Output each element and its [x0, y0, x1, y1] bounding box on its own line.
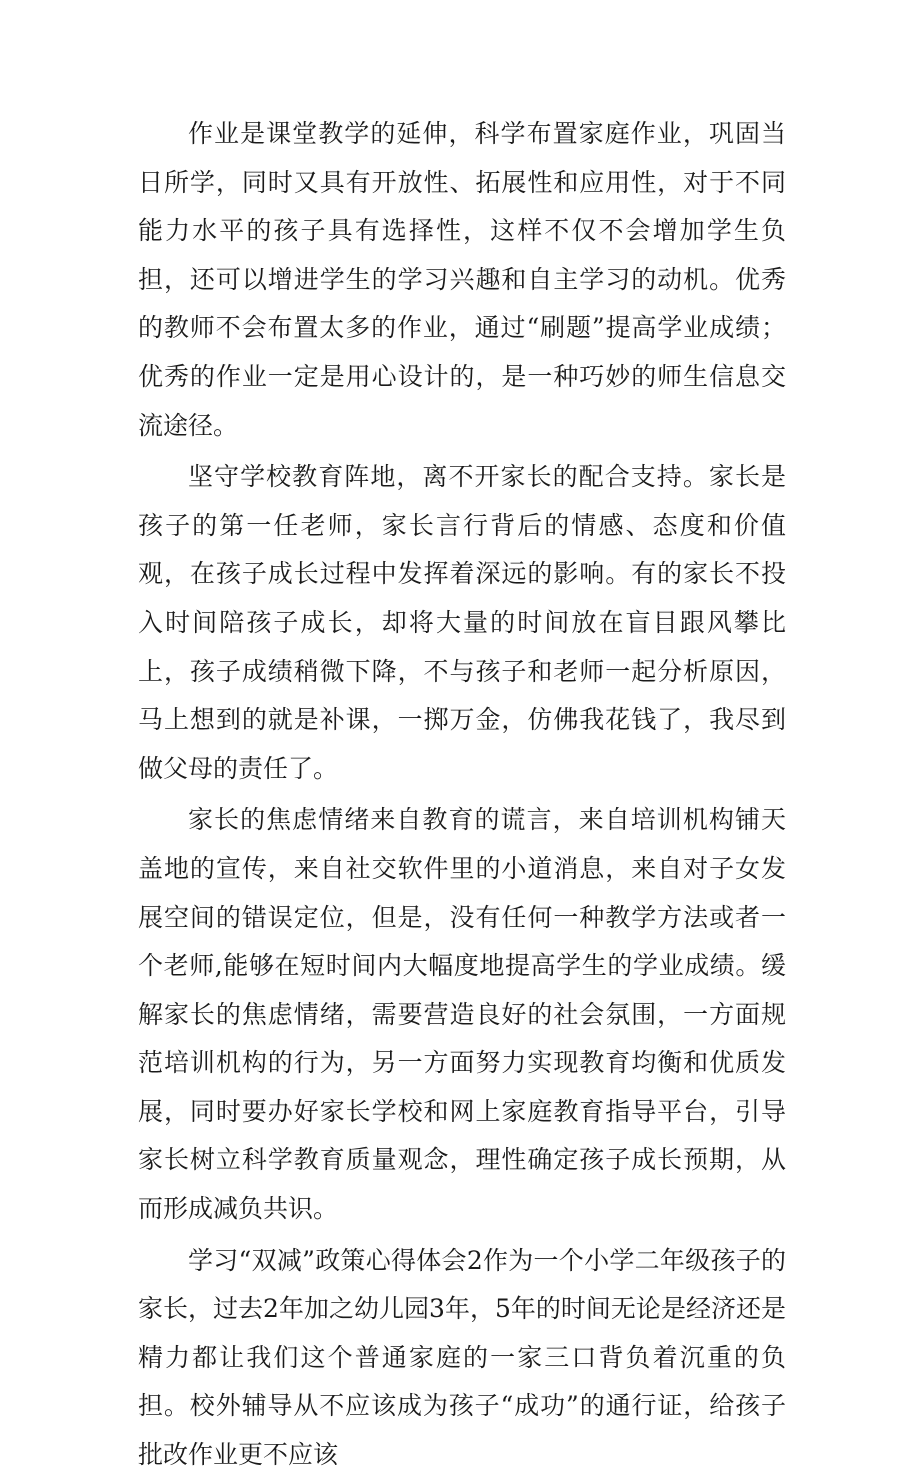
paragraph-homework: 作业是课堂教学的延伸，科学布置家庭作业，巩固当日所学，同时又具有开放性、拓展性和应用性，对于不同能力水平的孩子具有选择性，这样不仅不会增加学生负担，还可以增进学生的学习兴趣和自主学习的动机。优秀的教师不会布置太多的作业，通过“刷题”提高学业成绩；优秀的作业一定是用心设计的，是一种巧妙的师生信息交流途径。: [138, 119, 786, 440]
paragraph-parents-support: 坚守学校教育阵地，离不开家长的配合支持。家长是孩子的第一任老师，家长言行背后的情感、态度和价值观，在孩子成长过程中发挥着深远的影响。有的家长不投入时间陪孩子成长，却将大量的时间放在盲目跟风攀比上，孩子成绩稍微下降，不与孩子和老师一起分析原因，马上想到的就是补课，一掷万金，仿佛我花钱了，我尽到做父母的责任了。: [138, 462, 786, 783]
paragraph-parents-anxiety: 家长的焦虑情绪来自教育的谎言，来自培训机构铺天盖地的宣传，来自社交软件里的小道消息，来自对子女发展空间的错误定位，但是，没有任何一种教学方法或者一个老师,能够在短时间内大幅度地提高学生的学业成绩。缓解家长的焦虑情绪，需要营造良好的社会氛围，一方面规范培训机构的行为，另一方面努力实现教育均衡和优质发展，同时要办好家长学校和网上家庭教育指导平台，引导家长树立科学教育质量观念，理性确定孩子成长预期，从而形成减负共识。: [138, 805, 786, 1224]
document-body: [138, 110, 786, 1483]
paragraph-double-reduction-reflection: 学习“双减”政策心得体会2作为一个小学二年级孩子的家长，过去2年加之幼儿园3年，5年的时间无论是经济还是精力都让我们这个普通家庭的一家三口背负着沉重的负担。校外辅导从不应该成为孩子“成功”的通行证，给孩子批改作业更不应该: [138, 1245, 786, 1470]
